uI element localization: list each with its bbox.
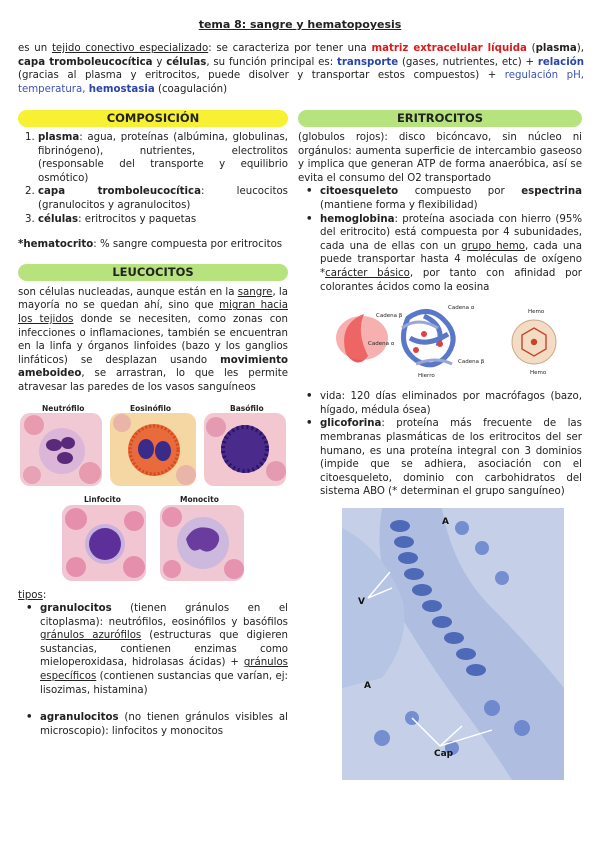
leucocitos-heading: LEUCOCITOS: [18, 264, 288, 281]
micro-label-cap: Cap: [434, 748, 454, 759]
micro-label-a2: A: [364, 680, 371, 691]
list-item: • granulocitos (tienen gránulos en el citoplasma): neutrófilos, eosinófilos y basófilos gránulos azurófilos (estructuras que digieren sustancias, contienen enzimas como mieloperoxidasa, hidrolasas ácidas) + gránulos específicos (contienen sustancias que varían, ej: lisozimas, histamina): [40, 602, 288, 697]
hb-label-hierro: Hierro: [418, 373, 435, 380]
list-item: • agranulocitos (no tienen gránulos visibles al microscopio): linfocitos y monocitos: [40, 711, 288, 738]
list-item: 3. células: eritrocitos y paquetas: [38, 213, 288, 227]
neutrofilo-image: [20, 413, 102, 486]
linfocito-label: Linfocito: [84, 494, 121, 504]
tipos-list: [18, 602, 288, 738]
eritrocitos-list-2: [298, 390, 582, 499]
list-item: • citoesqueleto compuesto por espectrina (mantiene forma y flexibilidad): [320, 185, 582, 212]
hb-label-hemo1: Hemo: [528, 309, 545, 316]
basofilo-label: Basófilo: [230, 403, 264, 413]
hb-label-hemo2: Hemo: [530, 370, 547, 377]
basofilo-illustration: [204, 413, 286, 486]
micro-label-v: V: [358, 596, 365, 607]
eritrocitos-heading: ERITROCITOS: [298, 110, 582, 127]
composicion-list: [18, 131, 288, 226]
leukocyte-figure: [18, 402, 288, 587]
linfocito-illustration: [62, 505, 146, 581]
page-title: tema 8: sangre y hematopoyesis: [198, 18, 402, 31]
capillary-micrograph: [342, 508, 564, 780]
eritrocitos-paragraph: (globulos rojos): disco bicóncavo, sin núcleo ni orgánulos: aumenta superficie de intercambio gaseoso y implica que generan ATP de forma anaeróbica, así se evita el consumo del O2 transportado: [298, 132, 582, 184]
eritrocitos-list: [298, 185, 582, 294]
list-item: • vida: 120 días eliminados por macrófagos (bazo, hígado, médula ósea): [320, 390, 582, 417]
capillary-illustration: [342, 508, 564, 780]
list-item: • hemoglobina: proteína asociada con hierro (95% del eritrocito) está compuesta por 4 subunidades, cada una de ellas con un grupo hemo, cada una puede transportar hasta 4 moléculas de oxígeno *carácter básico, por tanto con afinidad por colorantes ácidos como la eosina: [320, 213, 582, 295]
list-item: 2. capa tromboleucocítica: leucocitos (granulocitos y agranulocitos): [38, 185, 288, 212]
hematocrito-note: *hematocrito: % sangre compuesta por eritrocitos: [18, 239, 283, 251]
composicion-heading: COMPOSICIÓN: [18, 110, 288, 127]
list-item: 1. plasma: agua, proteínas (albúmina, globulinas, fibrinógeno), nutrientes, electrolitos (responsable del transporte y equilibrio osmótico): [38, 131, 288, 185]
micro-label-a1: A: [442, 516, 449, 527]
tipos-label: tipos:: [18, 589, 47, 601]
neutrofilo-label: Neutrófilo: [42, 403, 85, 413]
hemoglobin-figure: [298, 298, 582, 382]
eosinofilo-image: [110, 413, 196, 486]
hb-label-cadena-b2: Cadena β: [458, 359, 485, 366]
hb-label-cadena-b1: Cadena β: [376, 313, 403, 320]
list-item: • glicoforina: proteína más frecuente de las membranas plasmáticas de los eritrocitos del ser humano, es una proteína integral con 3 dominios (impide que se adhiera, asociación con el citoesqueleto, dominio con carbohidratos del sistema ABO (* determinan el grupo sanguíneo): [320, 417, 582, 499]
hb-label-cadena-a1: Cadena α: [448, 305, 475, 312]
eosinofilo-label: Eosinófilo: [130, 403, 172, 413]
monocito-illustration: [160, 505, 244, 581]
left-column: [18, 110, 288, 738]
eosinofilo-illustration: [110, 413, 196, 486]
monocito-image: [160, 505, 244, 581]
linfocito-image: [62, 505, 146, 581]
hb-label-cadena-a2: Cadena α: [368, 341, 395, 348]
leucocitos-paragraph: son células nucleadas, aunque están en la sangre, la mayoría no se quedan ahí, sino que migran hacia los tejidos donde se necesiten, como zonas con infecciones o inflamaciones, también se encuentran en la linfa y órganos linfoides (bazo y los ganglios linfáticos) se desplazan usando movimiento ameboideo, se arrastran, lo que les permite atravesar las paredes de los vasos sanguíneos: [18, 286, 289, 393]
monocito-label: Monocito: [180, 494, 219, 504]
right-column: [298, 110, 582, 780]
intro-paragraph: es un tejido conectivo especializado: se caracteriza por tener una matriz extracelular líquida (plasma), capa tromboleucocítica y células, su función principal es: transporte (gases, nutrientes, etc) + relación (gracias al plasma y eritrocitos, puede disolver y transportar estos compuestos) + regulación pH, temperatura, hemostasia (coagulación): [18, 43, 585, 95]
neutrofilo-illustration: [20, 413, 102, 486]
basofilo-image: [204, 413, 286, 486]
